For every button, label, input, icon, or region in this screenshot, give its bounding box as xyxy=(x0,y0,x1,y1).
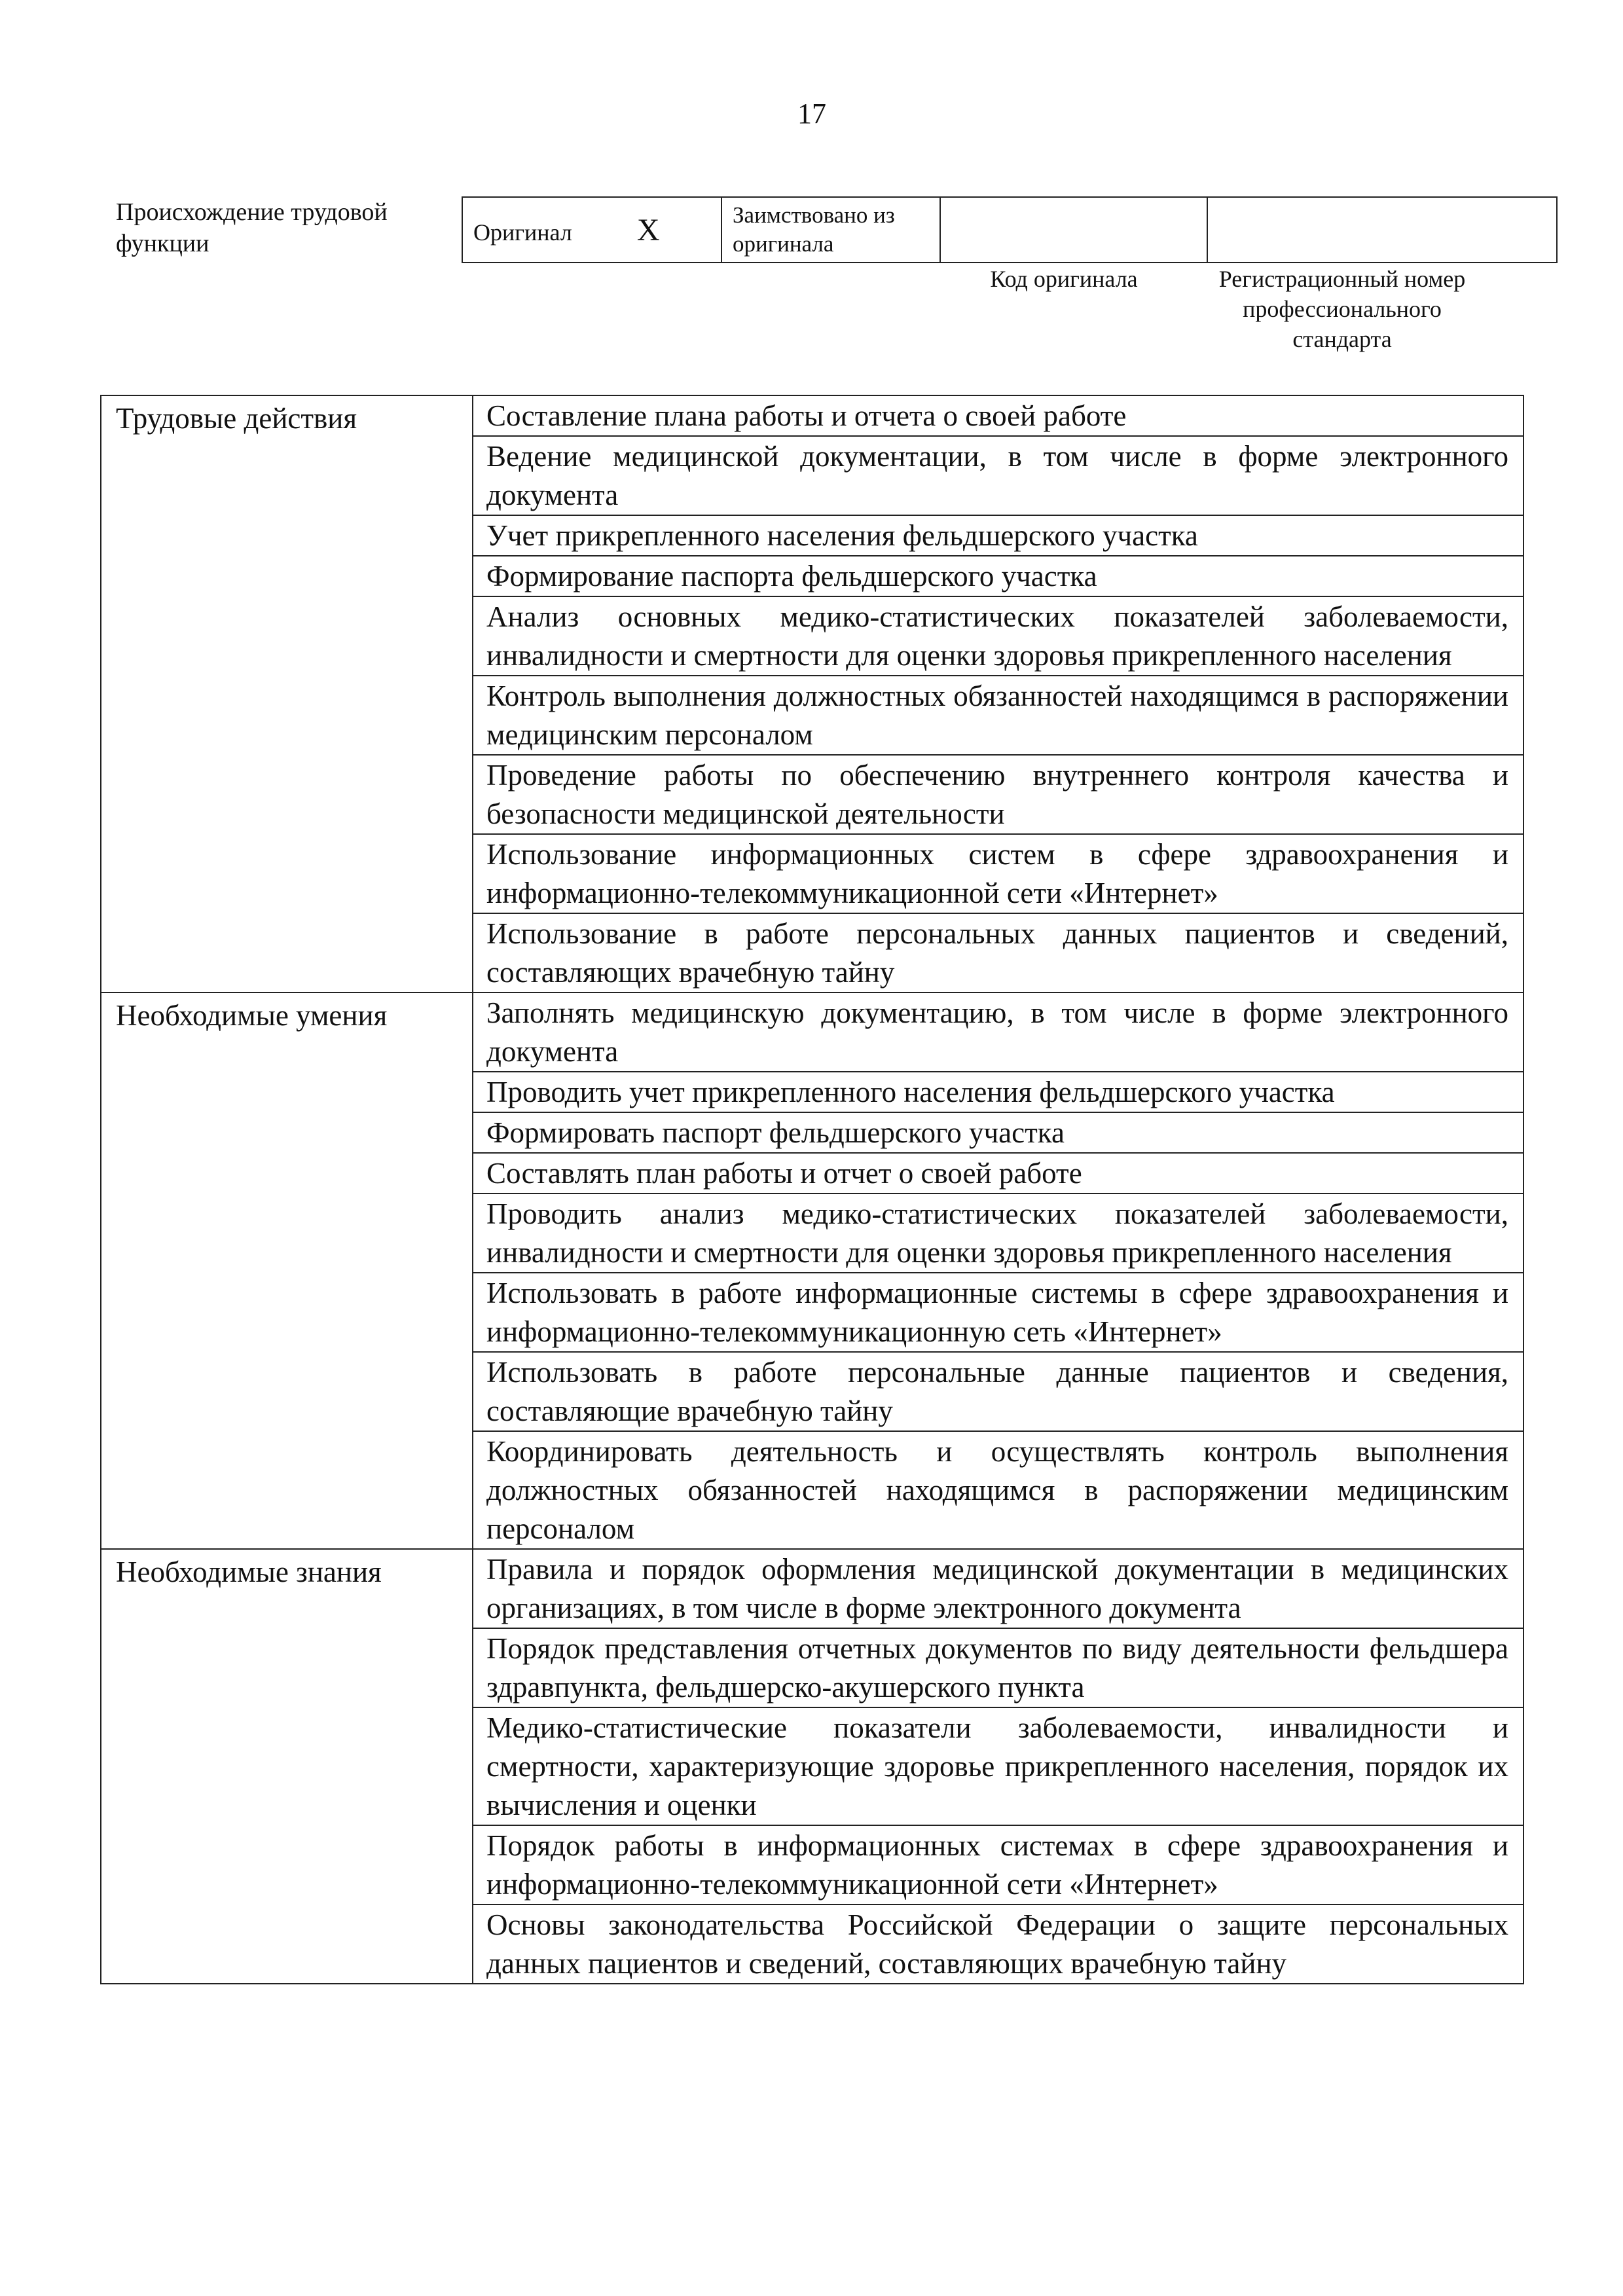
table-cell: Формировать паспорт фельдшерского участка xyxy=(473,1112,1523,1153)
table-cell: Проводить учет прикрепленного населения фельдшерского участка xyxy=(473,1072,1523,1112)
section-title: Необходимые знания xyxy=(101,1549,473,1984)
section-title: Необходимые умения xyxy=(101,993,473,1549)
table-cell: Порядок работы в информационных системах в сфере здравоохранения и информационно-телекоммуникационной сети «Интернет» xyxy=(473,1825,1523,1904)
table-row xyxy=(101,993,1523,1072)
section-title: Трудовые действия xyxy=(101,395,473,993)
registration-number-cell xyxy=(1207,197,1557,263)
original-mark: X xyxy=(636,212,660,247)
origin-label: Происхождение трудовой функции xyxy=(116,198,388,257)
page-number: 17 xyxy=(797,98,826,130)
table-cell: Использовать в работе информационные системы в сфере здравоохранения и информационно-телекоммуникационную сеть «Интернет» xyxy=(473,1273,1523,1352)
code-caption: Код оригинала xyxy=(990,266,1138,292)
original-code-cell xyxy=(940,197,1207,263)
function-table xyxy=(100,395,1524,1984)
origin-original-cell xyxy=(462,197,721,263)
table-cell: Использование информационных систем в сфере здравоохранения и информационно-телекоммуникационной сети «Интернет» xyxy=(473,834,1523,913)
table-cell: Основы законодательства Российской Федерации о защите персональных данных пациентов и сведений, составляющих врачебную тайну xyxy=(473,1904,1523,1984)
table-cell: Использовать в работе персональные данные пациентов и сведения, составляющие врачебную тайну xyxy=(473,1352,1523,1431)
original-label: Оригинал xyxy=(473,219,572,246)
registration-caption: Регистрационный номер профессионального стандарта xyxy=(1218,266,1466,352)
table-row xyxy=(101,395,1523,436)
table-cell: Контроль выполнения должностных обязанностей находящимся в распоряжении медицинским персоналом xyxy=(473,676,1523,755)
table-cell: Составление плана работы и отчета о своей работе xyxy=(473,395,1523,436)
table-cell: Использование в работе персональных данных пациентов и сведений, составляющих врачебную тайну xyxy=(473,913,1523,993)
origin-table xyxy=(462,196,1558,263)
table-cell: Ведение медицинской документации, в том числе в форме электронного документа xyxy=(473,436,1523,515)
table-cell: Составлять план работы и отчет о своей работе xyxy=(473,1153,1523,1194)
table-cell: Заполнять медицинскую документацию, в том числе в форме электронного документа xyxy=(473,993,1523,1072)
table-cell: Анализ основных медико-статистических показателей заболеваемости, инвалидности и смертности для оценки здоровья прикрепленного населения xyxy=(473,596,1523,676)
table-cell: Координировать деятельность и осуществлять контроль выполнения должностных обязанностей находящимся в распоряжении медицинским персоналом xyxy=(473,1431,1523,1549)
table-cell: Учет прикрепленного населения фельдшерского участка xyxy=(473,515,1523,556)
table-row xyxy=(101,1549,1523,1628)
table-cell: Медико-статистические показатели заболеваемости, инвалидности и смертности, характеризующие здоровье прикрепленного населения, порядок их вычисления и оценки xyxy=(473,1707,1523,1825)
table-cell: Формирование паспорта фельдшерского участка xyxy=(473,556,1523,596)
table-cell: Проведение работы по обеспечению внутреннего контроля качества и безопасности медицинской деятельности xyxy=(473,755,1523,834)
table-cell: Правила и порядок оформления медицинской документации в медицинских организациях, в том числе в форме электронного документа xyxy=(473,1549,1523,1628)
borrowed-label: Заимствовано из оригинала xyxy=(721,197,940,263)
table-cell: Проводить анализ медико-статистических показателей заболеваемости, инвалидности и смертности для оценки здоровья прикрепленного населения xyxy=(473,1194,1523,1273)
table-cell: Порядок представления отчетных документов по виду деятельности фельдшера здравпункта, фельдшерско-акушерского пункта xyxy=(473,1628,1523,1707)
